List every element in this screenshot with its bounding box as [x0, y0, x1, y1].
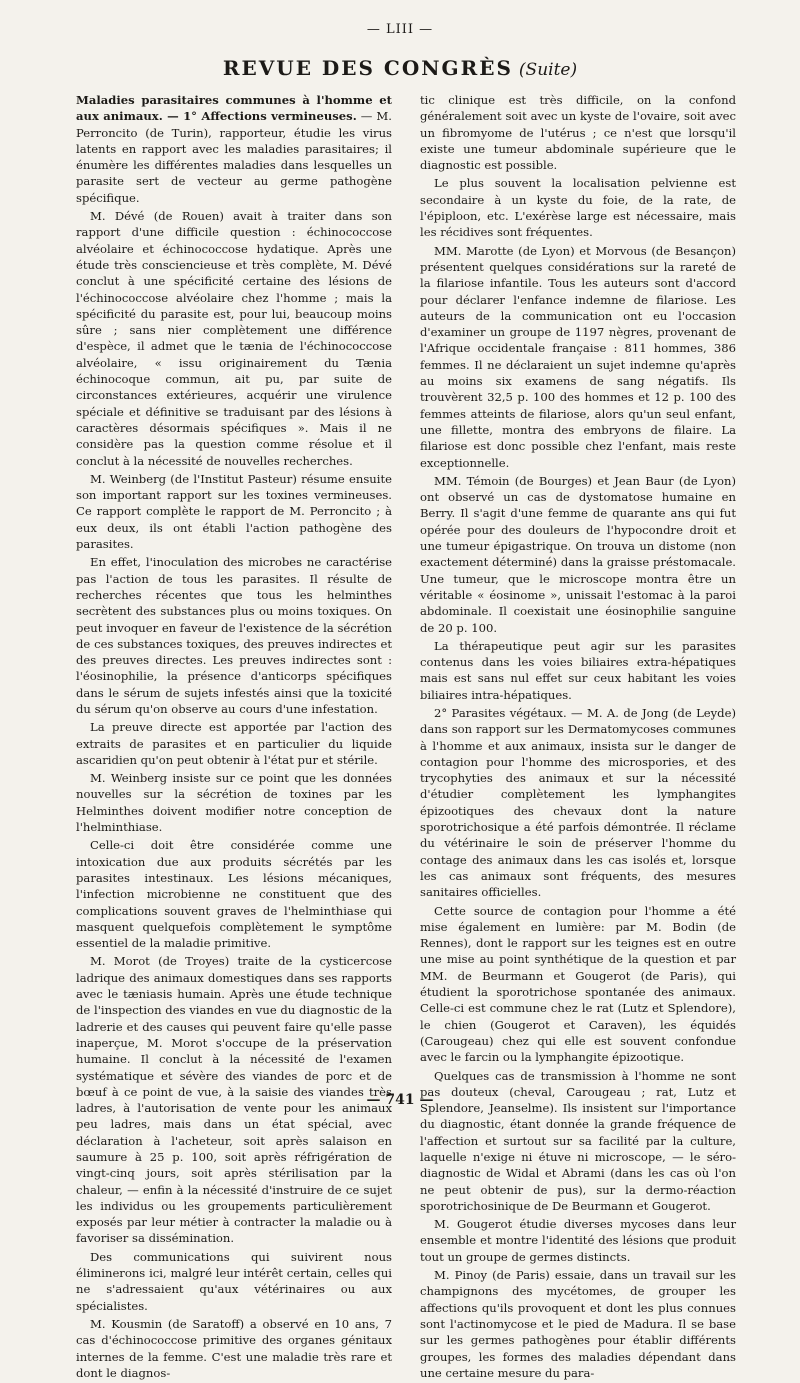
paragraph: La thérapeutique peut agir sur les parasites contenus dans les voies biliaires extra-hépatiques mais est sans nul effet sur ceux habitant les voies biliaires intra-hépatiques. [420, 638, 736, 702]
section-title [0, 56, 800, 80]
paragraph: Des communications qui suivirent nous éliminerons ici, malgré leur intérêt certain, celles qui ne s'adressaient qu'aux vétérinaires ou aux spécialistes. [76, 1249, 392, 1313]
paragraph: MM. Marotte (de Lyon) et Morvous (de Besançon) présentent quelques considérations sur la rareté de la filariose infantile. Tous les auteurs sont d'accord pour déclarer l'enfance indemne de filariose. Les auteurs de la communication ont eu l'occasion d'examiner un groupe de 1197 nègres, provenant de l'Afrique occidentale française : 811 hommes, 386 femmes. Il ne déclaraient un sujet indemne qu'après au moins six examens de sang négatifs. Ils trouvèrent 32,5 p. 100 des hommes et 12 p. 100 des femmes atteints de filariose, alors qu'un seul enfant, une fillette, montra des embryons de filaire. La filariose est donc possible chez l'enfant, mais reste exceptionnelle. [420, 243, 736, 470]
left-column [76, 92, 392, 1383]
paragraph: M. Morot (de Troyes) traite de la cysticercose ladrique des animaux domestiques dans ses rapports avec le tæniasis humain. Après une étude technique de l'inspection des viandes en vue du diagnostic de la ladrerie et des causes qui peuvent faire qu'elle passe inaperçue, M. Morot s'occupe de la préservation humaine. Il conclut à la nécessité de l'examen systématique et sévère des viandes de porc et de bœuf à ce point de vue, à la saisie des viandes très ladres, à l'autorisation de vente pour les animaux peu ladres, mais dans un état spécial, avec déclaration à l'acheteur, soit après salaison en saumure à 25 p. 100, soit après réfrigération de vingt-cinq jours, soit après stérilisation par la chaleur, — enfin à la nécessité d'instruire de ce sujet les individus ou les groupements particulièrement exposés par leur métier à contracter la maladie ou à favoriser sa dissémination. [76, 954, 392, 1246]
paragraph [76, 92, 392, 206]
paragraph: M. Gougerot étudie diverses mycoses dans leur ensemble et montre l'identité des lésions que produit tout un groupe de germes distincts. [420, 1217, 736, 1264]
section-title-suffix: (Suite) [518, 60, 578, 80]
paragraph: M. Pinoy (de Paris) essaie, dans un travail sur les champignons des mycétomes, de grouper les affections qu'ils provoquent et dont les plus connues sont l'actinomycose et le pied de Madura. Il se base sur les germes pathogènes pour établir différents groupes, les formes des maladies dépendant dans une certaine mesure du para- [420, 1268, 736, 1380]
paragraph: Le plus souvent la localisation pelvienne est secondaire à un kyste du foie, de la rate, de l'épiploon, etc. L'exérèse large est nécessaire, mais les récidives sont fréquentes. [420, 176, 736, 240]
paragraph: Quelques cas de transmission à l'homme ne sont pas douteux (cheval, Carougeau ; rat, Lutz et Splendore, Jeanselme). Ils insistent sur l'importance du diagnostic, étant donnée la grande fréquence de l'affection et surtout sur sa facilité par la culture, laquelle n'exige ni étuve ni microscope, — le séro-diagnostic de Widal et Abrami (dans les cas où l'on ne peut obtenir de pus), sur la dermo-réaction sporotrichosinique de De Beurmann et Gougerot. [420, 1068, 736, 1213]
paragraph: La preuve directe est apportée par l'action des extraits de parasites et en particulier du liquide ascaridien qu'on peut obtenir à l'état pur et stérile. [76, 720, 392, 767]
paragraph: tic clinique est très difficile, on la confond généralement soit avec un kyste de l'ovaire, soit avec un fibromyome de l'utérus ; ce n'est que lorsqu'il existe une tumeur abdominale supérieure que le diagnostic est possible. [420, 93, 736, 173]
paragraph: MM. Témoin (de Bourges) et Jean Baur (de Lyon) ont observé un cas de dystomatose humaine en Berry. Il s'agit d'une femme de quarante ans qui fut opérée pour des douleurs de l'hypocondre droit et une tumeur épigastrique. On trouva un distome (non exactement déterminé) dans la graisse préstomacale. Une tumeur, que le microscope montra être un véritable « éosinome », unissait l'estomac à la paroi abdominale. Il coexistait une éosinophilie sanguine de 20 p. 100. [420, 473, 736, 635]
paragraph: 2° Parasites végétaux. — M. A. de Jong (de Leyde) dans son rapport sur les Dermatomycoses communes à l'homme et aux animaux, insista sur le danger de contagion pour l'homme des microspories, et des trycophyties des animaux et sur la nécessité d'étudier complètement les lymphangites épizootiques des chevaux dont la nature sporotrichosique a été parfois démontrée. Il réclame du vétérinaire le soin de préserver l'homme du contage des animaux dans les cas isolés et, lorsque les cas animaux sont fréquents, des mesures sanitaires officielles. [420, 705, 736, 900]
paragraph: M. Weinberg insiste sur ce point que les données nouvelles sur la sécrétion de toxines par les Helminthes doivent modifier notre conception de l'helminthiase. [76, 771, 392, 835]
paragraph: M. Kousmin (de Saratoff) a observé en 10 ans, 7 cas d'échinococcose primitive des organes génitaux internes de la femme. C'est une maladie très rare et dont le diagnos- [76, 1316, 392, 1380]
paragraph-text: — M. Perroncito (de Turin), rapporteur, étudie les virus latents en rapport avec les maladies parasitaires; il énumère les différentes maladies dans lesquelles un parasite sert de vecteur au germe pathogène spécifique. [76, 109, 392, 205]
paragraph: Cette source de contagion pour l'homme a été mise également en lumière: par M. Bodin (de Rennes), dont le rapport sur les teignes est en outre une mise au point synthétique de la question et par MM. de Beurmann et Gougerot (de Paris), qui étudient la sporotrichose spontanée des animaux. Celle-ci est commune chez le rat (Lutz et Splendore), le chien (Gougerot et Caraven), les équidés (Carougeau) chez qui elle est souvent confondue avec le farcin ou la lymphangite épizootique. [420, 903, 736, 1065]
right-column [420, 92, 736, 1383]
paragraph: En effet, l'inoculation des microbes ne caractérise pas l'action de tous les parasites. Il résulte de recherches récentes que tous les helminthes secrètent des substances plus ou moins toxiques. On peut invoquer en faveur de l'existence de la sécrétion de ces substances toxiques, des preuves indirectes et des preuves directes. Les preuves indirectes sont : l'éosinophilie, la présence d'anticorps spécifiques dans le sérum de sujets infestés ainsi que la toxicité du sérum qu'on observe au cours d'une infestation. [76, 555, 392, 716]
running-head: — LIII — [366, 22, 434, 37]
page-number: — 741 — [366, 1092, 434, 1108]
section-title-text: REVUE DES CONGRÈS [222, 56, 513, 80]
paragraph: M. Weinberg (de l'Institut Pasteur) résume ensuite son important rapport sur les toxines vermineuses. Ce rapport complète le rapport de M. Perroncito ; à eux deux, ils ont établi l'action pathogène des parasites. [76, 471, 392, 552]
paragraph: Celle-ci doit être considérée comme une intoxication due aux produits sécrétés par les parasites intestinaux. Les lésions mécaniques, l'infection microbienne ne constituent que des complications souvent graves de l'helminthiase qui masquent quelquefois complètement le symptôme essentiel de la maladie primitive. [76, 838, 392, 951]
paragraph-heading: Maladies parasitaires communes à l'homme et aux animaux. — 1° Affections vermineuses. [76, 93, 392, 124]
paragraph: M. Dévé (de Rouen) avait à traiter dans son rapport d'une difficile question : échinococcose alvéolaire et échinococcose hydatique. Après une étude très consciencieuse et très complète, M. Dévé conclut à une spécificité certaine des lésions de l'échinococcose alvéolaire chez l'homme ; mais la spécificité du parasite est, pour lui, beaucoup moins sûre ; sans nier complètement une différence d'espèce, il admet que le tænia de l'échinococcose alvéolaire, « issu originairement du Tænia échinocoque commun, ait pu, par suite de circonstances extérieures, acquérir une virulence spéciale et définitive se traduisant par des lésions à caractères désormais spécifiques ». Mais il ne considère pas la question comme résolue et il conclut à la nécessité de nouvelles recherches. [76, 209, 392, 468]
